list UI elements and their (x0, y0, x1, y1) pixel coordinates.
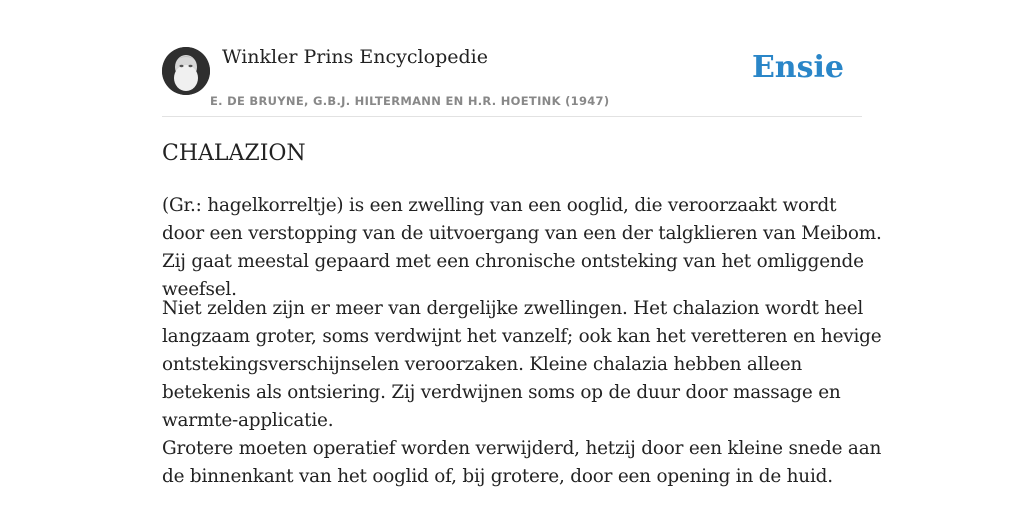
article-paragraph-3: Grotere moeten operatief worden verwijderd, hetzij door een kleine snede aan de binnenkant van het ooglid of, bij grotere, door een opening in de huid. (162, 438, 882, 487)
site-header (162, 40, 862, 117)
author-avatar[interactable] (162, 47, 210, 95)
brand-logo[interactable]: Ensie (751, 50, 844, 85)
article-title: CHALAZION (162, 141, 306, 166)
authors-line: E. DE BRUYNE, G.B.J. HILTERMANN EN H.R. HOETINK (1947) (210, 94, 610, 108)
portrait-icon (162, 47, 210, 95)
article-paragraph-2: Niet zelden zijn er meer van dergelijke zwellingen. Het chalazion wordt heel langzaam groter, soms verdwijnt het vanzelf; ook kan het veretteren en hevige ontstekingsverschijnselen veroorzaken. Kleine chalazia hebben alleen betekenis als ontsiering. Zij verdwijnen soms op de duur door massage en warmte-applicatie. (162, 298, 882, 431)
site-title[interactable]: Winkler Prins Encyclopedie (222, 46, 488, 68)
article-paragraph-1: (Gr.: hagelkorreltje) is een zwelling van een ooglid, die veroorzaakt wordt door een verstopping van de uitvoergang van een der talgklieren van Meibom. Zij gaat meestal gepaard met een chronische ontsteking van het omliggende weefsel. (162, 195, 882, 300)
